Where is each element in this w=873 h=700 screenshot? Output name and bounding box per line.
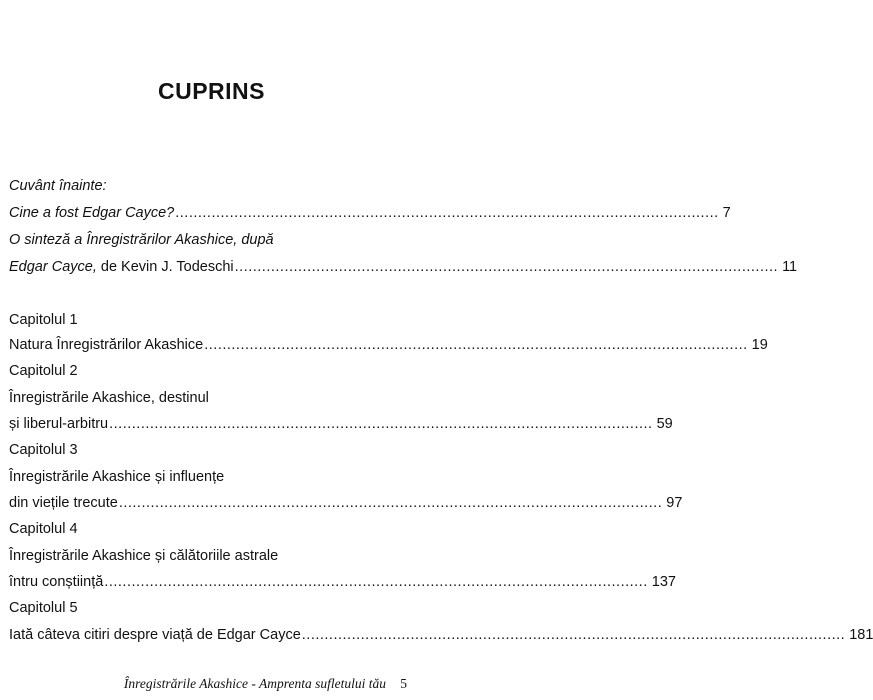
toc-entry-title: Edgar Cayce, de Kevin J. Todeschi (9, 259, 234, 275)
chapter-3-label: Capitolul 3 (9, 442, 78, 458)
toc-entry-chapter-1[interactable] (9, 335, 768, 355)
toc-entry-title: Iată câteva citiri despre viață de Edgar Cayce (9, 627, 301, 643)
toc-entry-chapter-4[interactable] (9, 572, 676, 592)
dot-leader: ........................................................................................................................ (104, 574, 648, 590)
toc-entry-page: 97 (666, 495, 683, 511)
toc-entry-title: Natura Înregistrărilor Akashice (9, 337, 204, 353)
dot-leader: ........................................................................................................................ (234, 259, 779, 275)
toc-entry-chapter-4-line1: Înregistrările Akashice și călătoriile astrale (9, 548, 279, 564)
foreword-label: Cuvânt înainte: (9, 178, 107, 194)
dot-leader: ........................................................................................................................ (175, 205, 719, 221)
toc-entry-chapter-2-line1: Înregistrările Akashice, destinul (9, 390, 209, 406)
toc-entry-title: întru conștiință (9, 574, 104, 590)
chapter-5-label: Capitolul 5 (9, 600, 78, 616)
page-footer (0, 676, 423, 696)
toc-entry-page: 181 (849, 627, 873, 643)
toc-entry-title: din viețile trecute (9, 495, 118, 511)
toc-entry-title: Cine a fost Edgar Cayce? (9, 205, 175, 221)
toc-entry-title: și liberul-arbitru (9, 416, 109, 432)
toc-entry-chapter-3-line1: Înregistrările Akashice și influențe (9, 469, 225, 485)
toc-entry-chapter-2[interactable] (9, 414, 673, 434)
dot-leader: ........................................................................................................................ (118, 495, 663, 511)
toc-entry-sinteza[interactable] (9, 257, 798, 277)
toc-entry-page: 137 (651, 574, 676, 590)
toc-entry-page: 7 (722, 205, 731, 221)
toc-entry-chapter-3[interactable] (9, 493, 683, 513)
dot-leader: ........................................................................................................................ (204, 337, 748, 353)
chapter-2-label: Capitolul 2 (9, 363, 78, 379)
toc-entry-page: 19 (751, 337, 768, 353)
dot-leader: ........................................................................................................................ (109, 416, 653, 432)
chapter-1-label: Capitolul 1 (9, 312, 78, 328)
toc-entry-sinteza-line1: O sinteză a Înregistrărilor Akashice, după (9, 232, 274, 248)
toc-entry-chapter-5[interactable] (9, 625, 873, 645)
footer-page-number: 5 (400, 676, 407, 691)
chapter-4-label: Capitolul 4 (9, 521, 78, 537)
toc-entry-page: 59 (656, 416, 673, 432)
dot-leader: ........................................................................................................................ (301, 627, 846, 643)
toc-entry-page: 11 (782, 259, 798, 275)
footer-book-title: Înregistrările Akashice - Amprenta sufletului tău (123, 676, 386, 691)
page-title: CUPRINS (157, 78, 265, 104)
toc-entry-cine-a-fost[interactable] (9, 203, 731, 223)
